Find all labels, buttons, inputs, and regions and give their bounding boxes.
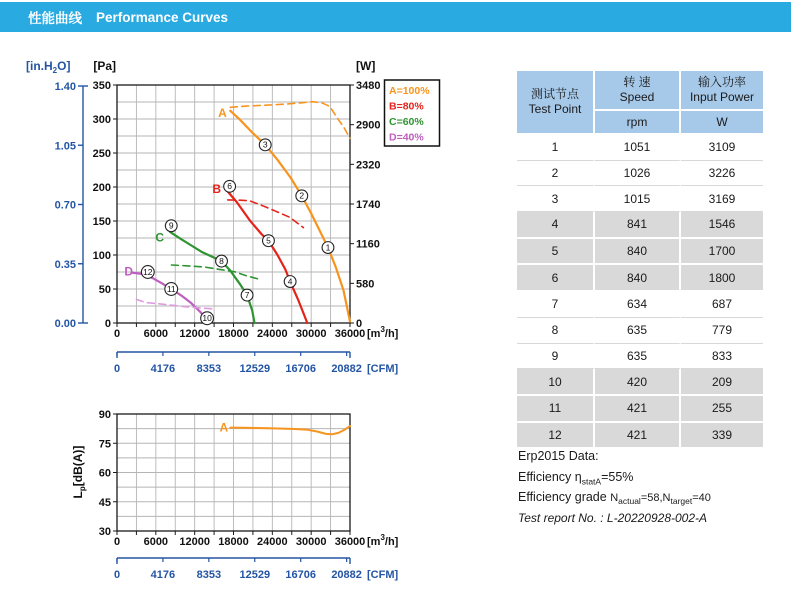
test-point-marker-8	[216, 255, 228, 267]
svg-text:8: 8	[219, 256, 224, 267]
svg-text:1160: 1160	[356, 238, 380, 251]
svg-text:18000: 18000	[218, 328, 249, 340]
cell-test-point: 7	[517, 292, 595, 318]
svg-text:24000: 24000	[257, 328, 288, 340]
test-point-marker-4	[284, 276, 296, 288]
legend-item-C=60%: C=60%	[389, 116, 424, 128]
table-row	[517, 265, 763, 292]
svg-text:[W]: [W]	[356, 59, 376, 73]
svg-text:580: 580	[356, 278, 375, 291]
cell-test-point: 9	[517, 344, 595, 370]
test-point-marker-1	[322, 242, 334, 254]
col-header-test-point-zh: 测试节点	[530, 87, 579, 101]
svg-text:2: 2	[299, 190, 305, 201]
cell-rpm: 841	[595, 212, 681, 239]
svg-text:16706: 16706	[285, 569, 317, 581]
svg-text:150: 150	[92, 216, 111, 228]
svg-text:4176: 4176	[150, 569, 176, 581]
svg-text:0: 0	[113, 569, 121, 581]
svg-text:0.35: 0.35	[54, 258, 76, 271]
svg-text:250: 250	[92, 148, 111, 160]
test-point-marker-5	[263, 235, 275, 247]
cell-rpm: 1026	[595, 161, 681, 187]
test-point-marker-10	[201, 312, 214, 325]
cell-w: 779	[681, 318, 763, 344]
svg-text:12000: 12000	[179, 328, 210, 340]
svg-text:3480: 3480	[356, 80, 381, 92]
test-points-table	[517, 71, 763, 449]
svg-text:90: 90	[98, 409, 111, 421]
svg-text:200: 200	[92, 182, 111, 194]
svg-text:[CFM]: [CFM]	[367, 363, 399, 375]
svg-text:30000: 30000	[295, 328, 327, 340]
svg-text:3: 3	[262, 139, 268, 150]
svg-text:5: 5	[266, 235, 271, 246]
svg-text:[CFM]: [CFM]	[367, 569, 399, 581]
svg-text:0: 0	[113, 328, 121, 340]
section-title-zh: 性能曲线	[28, 11, 82, 26]
col-header-input-power-zh: 输入功率	[697, 75, 746, 89]
svg-text:6000: 6000	[143, 536, 169, 548]
svg-text:1740: 1740	[356, 199, 381, 211]
svg-text:350: 350	[92, 80, 111, 92]
cell-w: 339	[681, 423, 763, 450]
cell-w: 1700	[681, 239, 763, 266]
svg-text:2320: 2320	[356, 159, 381, 172]
cell-w: 3169	[681, 186, 763, 212]
cell-test-point: 2	[517, 161, 595, 187]
col-unit-w: W	[681, 111, 763, 135]
svg-text:45: 45	[98, 496, 111, 509]
svg-text:4: 4	[287, 276, 293, 287]
svg-text:24000: 24000	[257, 536, 288, 548]
svg-text:0: 0	[113, 363, 121, 375]
cell-test-point: 10	[517, 369, 595, 396]
svg-text:0: 0	[356, 318, 363, 330]
cell-w: 1800	[681, 265, 763, 292]
cell-rpm: 840	[595, 239, 681, 266]
cell-w: 1546	[681, 212, 763, 239]
main-pa-axis	[93, 59, 117, 330]
svg-text:12529: 12529	[239, 363, 271, 375]
cell-rpm: 634	[595, 292, 681, 318]
test-point-marker-9	[165, 220, 177, 232]
table-row	[517, 292, 763, 318]
table-row	[517, 239, 763, 266]
svg-text:8353: 8353	[196, 363, 222, 375]
svg-text:4176: 4176	[150, 363, 176, 375]
noise-x-axis	[114, 531, 399, 548]
svg-text:8353: 8353	[196, 569, 222, 581]
svg-text:[in.H2O]: $[in.H_2O]$	[26, 59, 71, 75]
cell-w: 833	[681, 344, 763, 370]
svg-text:0.00: 0.00	[54, 318, 76, 330]
erp-data-block	[518, 446, 711, 528]
svg-text:1: 1	[325, 242, 331, 253]
cell-test-point: 11	[517, 396, 595, 423]
erp-title: Erp2015 Data:	[518, 449, 599, 463]
curve-D-power	[136, 299, 212, 308]
table-row	[517, 161, 763, 187]
cell-test-point: 1	[517, 135, 595, 161]
table-row	[517, 396, 763, 423]
col-header-speed	[595, 71, 681, 111]
legend-item-A=100%: A=100%	[389, 85, 430, 97]
erp-efficiency-grade: Efficiency grade $N_{actual}=58,N_{target}=40$	[518, 490, 711, 507]
cell-test-point: 12	[517, 423, 595, 450]
cell-rpm: 840	[595, 265, 681, 292]
svg-text:60: 60	[98, 467, 111, 480]
cell-test-point: 3	[517, 186, 595, 212]
svg-text:30: 30	[98, 526, 111, 538]
table-row	[517, 318, 763, 344]
curve-B-pressure	[225, 188, 307, 323]
svg-text:0.70: 0.70	[54, 199, 76, 212]
main-chart	[26, 59, 440, 375]
svg-text:Lp[dB(A)]: $L_p[dB(A)]$	[71, 445, 87, 499]
svg-text:36000: 36000	[334, 536, 366, 548]
col-header-speed-en: Speed	[619, 90, 655, 104]
svg-text:20882: 20882	[331, 363, 362, 375]
svg-text:12000: 12000	[179, 536, 210, 548]
svg-text:50: 50	[98, 284, 111, 296]
cell-w: 3226	[681, 161, 763, 187]
test-point-marker-7	[241, 289, 253, 301]
legend	[385, 80, 440, 146]
cell-test-point: 4	[517, 212, 595, 239]
cell-w: 255	[681, 396, 763, 423]
curve-D-pressure	[132, 273, 208, 322]
legend-item-B=80%: B=80%	[389, 100, 424, 113]
cell-test-point: 5	[517, 239, 595, 266]
noise-curve-label-A: A	[219, 420, 229, 435]
cell-w: 687	[681, 292, 763, 318]
cell-test-point: 6	[517, 265, 595, 292]
table-row	[517, 344, 763, 370]
svg-text:1.05: 1.05	[54, 140, 76, 153]
svg-text:1.40: 1.40	[54, 81, 76, 93]
svg-text:11: 11	[166, 283, 176, 294]
svg-text:6000: 6000	[143, 328, 169, 340]
col-header-input-power	[681, 71, 763, 111]
cell-rpm: 1051	[595, 135, 681, 161]
legend-item-D=40%: D=40%	[389, 131, 424, 144]
svg-text:30000: 30000	[295, 536, 327, 548]
col-header-speed-zh: 转 速	[623, 75, 651, 89]
curve-A-noise	[230, 426, 350, 434]
svg-text:100: 100	[92, 250, 111, 262]
svg-text:18000: 18000	[218, 536, 249, 548]
curve-label-A: A	[218, 105, 227, 120]
svg-text:10: 10	[202, 313, 212, 324]
svg-text:7: 7	[244, 290, 250, 301]
col-header-input-power-en: Input Power	[689, 90, 755, 104]
svg-text:6: 6	[227, 181, 232, 192]
svg-text:20882: 20882	[331, 569, 362, 581]
cell-rpm: 635	[595, 344, 681, 370]
test-point-marker-6	[224, 180, 236, 192]
svg-text:0: 0	[113, 536, 121, 548]
svg-text:0: 0	[104, 318, 111, 330]
main-chart-grid	[117, 85, 350, 323]
table-row	[517, 212, 763, 239]
table-row	[517, 135, 763, 161]
cell-w: 209	[681, 369, 763, 396]
table-row	[517, 369, 763, 396]
col-header-test-point-en: Test Point	[528, 102, 582, 116]
main-w-axis	[350, 59, 380, 330]
svg-text:[m3/h]: $[m^3/h]$	[367, 325, 399, 340]
svg-text:2900: 2900	[356, 119, 381, 132]
svg-text:36000: 36000	[334, 328, 366, 340]
noise-chart	[71, 409, 399, 581]
cell-rpm: 421	[595, 423, 681, 450]
section-title-en: Performance Curves	[96, 9, 229, 25]
svg-text:9: 9	[168, 220, 174, 231]
cell-rpm: 635	[595, 318, 681, 344]
test-point-marker-12	[141, 266, 154, 279]
cell-rpm: 420	[595, 369, 681, 396]
curve-C-pressure	[170, 232, 254, 323]
svg-text:[Pa]: [Pa]	[93, 59, 116, 73]
curve-label-B: B	[212, 182, 222, 197]
erp-test-report-no: Test report No. : L-20220928-002-A	[518, 510, 708, 525]
curve-label-D: D	[124, 264, 133, 279]
curve-A-power	[230, 102, 350, 139]
test-point-marker-3	[259, 139, 271, 151]
svg-text:12: 12	[143, 266, 153, 277]
svg-text:12529: 12529	[239, 569, 271, 581]
cell-rpm: 1015	[595, 186, 681, 212]
svg-text:16706: 16706	[285, 363, 317, 375]
noise-y-axis	[71, 409, 117, 538]
col-header-test-point	[517, 71, 595, 135]
col-unit-rpm: rpm	[595, 111, 681, 135]
main-cfm-axis	[114, 352, 399, 375]
svg-text:[m3/h]: $[m^3/h]$	[367, 533, 399, 548]
cell-rpm: 421	[595, 396, 681, 423]
curve-label-C: C	[155, 230, 165, 245]
main-inh2o-axis	[55, 81, 88, 330]
svg-text:300: 300	[92, 114, 111, 126]
test-point-marker-11	[165, 283, 178, 296]
table-row	[517, 186, 763, 212]
test-point-marker-2	[296, 190, 308, 202]
erp-efficiency: Efficiency $\eta_{statA}=55\%$	[518, 469, 634, 486]
svg-text:75: 75	[98, 438, 111, 451]
cell-w: 3109	[681, 135, 763, 161]
cell-test-point: 8	[517, 318, 595, 344]
noise-cfm-axis	[114, 558, 399, 581]
